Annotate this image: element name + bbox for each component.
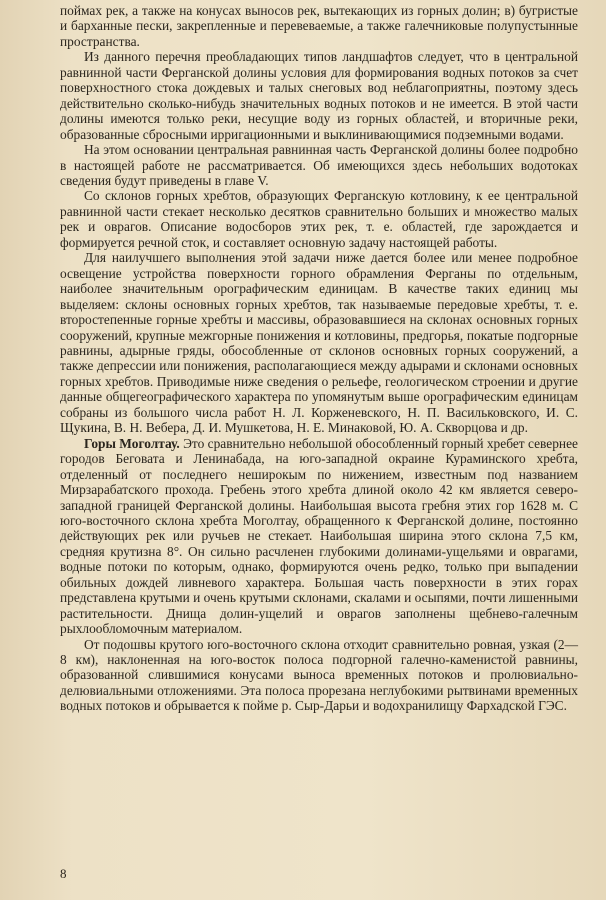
body-text: [60, 3, 578, 714]
paragraph-landscape-conditions: Из данного перечня преобладающих типов ландшафтов следует, что в центральной равнинной части Ферганской долины условия для формирования водных потоков за счет поверхностного стока дождевых и талых снеговых вод неблагоприятны, поэтому здесь действительно сколько-нибудь значительных водных потоков и не имеется. В этой части долины имеются только реки, несущие воду из горных областей, и вторичные реки, образованные сбросными ирригационными и выклинивающимися подземными водами.: [60, 49, 578, 142]
paragraph-mogoltau: [60, 436, 578, 637]
paragraph-mountain-slopes: Со склонов горных хребтов, образующих Ферганскую котловину, к ее центральной равнинной части стекает несколько десятков сравнительно больших и множество малых рек и оврагов. Описание водосборов этих рек, т. е. областей, где зарождается и формируется речной сток, и составляет основную задачу настоящей работы.: [60, 188, 578, 250]
mogoltau-text: Это сравнительно небольшой обособленный горный хребет севернее городов Беговата и Ленинабада, на юго-западной окраине Кураминского хребта, отделенный от последнего неширокым по нижением, известным под названием Мирзарабатского прохода. Гребень этого хребта длиной около 42 км является северо-западной границей Ферганской долины. Наибольшая высота гребня этих гор 1628 м. С юго-восточного склона хребта Моголтау, обращенного к Ферганской долине, постоянно действующих рек или ручьев не стекает. Наибольшая ширина этого склона 7,5 км, средняя крутизна 8°. Он сильно расчленен глубокими долинами-ущельями и оврагами, водные потоки по которым, однако, формируются очень редко, только при выпадении обильных дождей ливневого характера. Большая часть поверхности в этих горах представлена крутыми и очень крутыми склонами, скалами и осыпями, почти лишенными растительности. Днища долин-ущелий и оврагов заполнены щебнево-галечным рыхлообломочным материалом.: [60, 435, 578, 637]
paragraph-foothill-plain: От подошвы крутого юго-восточного склона отходит сравнительно ровная, узкая (2—8 км), наклоненная на юго-восток полоса подгорной галечно-каменистой равнины, образованной слившимися конусами выноса временных потоков и пролювиально-делювиальными отложениями. Эта полоса прорезана неглубокими рытвинами временных водных потоков и обрывается к пойме р. Сыр-Дарьи и водохранилищу Фархадской ГЭС.: [60, 636, 578, 714]
page-number: 8: [60, 866, 67, 881]
paragraph-central-plain: На этом основании центральная равнинная часть Ферганской долины более подробно в настоящей работе не рассматривается. Об имеющихся здесь небольших водотоках сведения будут приведены в главе V.: [60, 142, 578, 188]
paragraph-orographic-units: Для наилучшего выполнения этой задачи ниже дается более или менее подробное освещение устройства поверхности горного обрамления Ферганы по отдельным, наиболее значительным орографическим единицам. В качестве таких единиц мы выделяем: склоны основных горных хребтов, так называемые передовые хребты, т. е. второстепенные горные хребты и массивы, образовавшиеся на склонах основных горных сооружений, крупные межгорные понижения и котловины, предгорья, покатые подгорные равнины, адырные гряды, обособленные от склонов основных горных сооружений, а также депрессии или понижения, располагающиеся между адырами и склонами основных горных хребтов. Приводимые ниже сведения о рельефе, геологическом строении и другие данные общегеографического характера по упомянутым выше орографическим единицам собраны из большого числа работ Н. Л. Корженевского, Н. П. Васильковского, И. С. Щукина, В. Н. Вебера, Д. И. Мушкетова, Н. Е. Минаковой, Ю. А. Скворцова и др.: [60, 250, 578, 436]
paragraph-continued: поймах рек, а также на конусах выносов рек, вытекающих из горных долин; в) бугристые и барханные пески, закрепленные и перевеваемые, а также галечниковые полупустынные пространства.: [60, 3, 578, 49]
section-heading-mogoltau: Горы Моголтау.: [84, 435, 180, 451]
